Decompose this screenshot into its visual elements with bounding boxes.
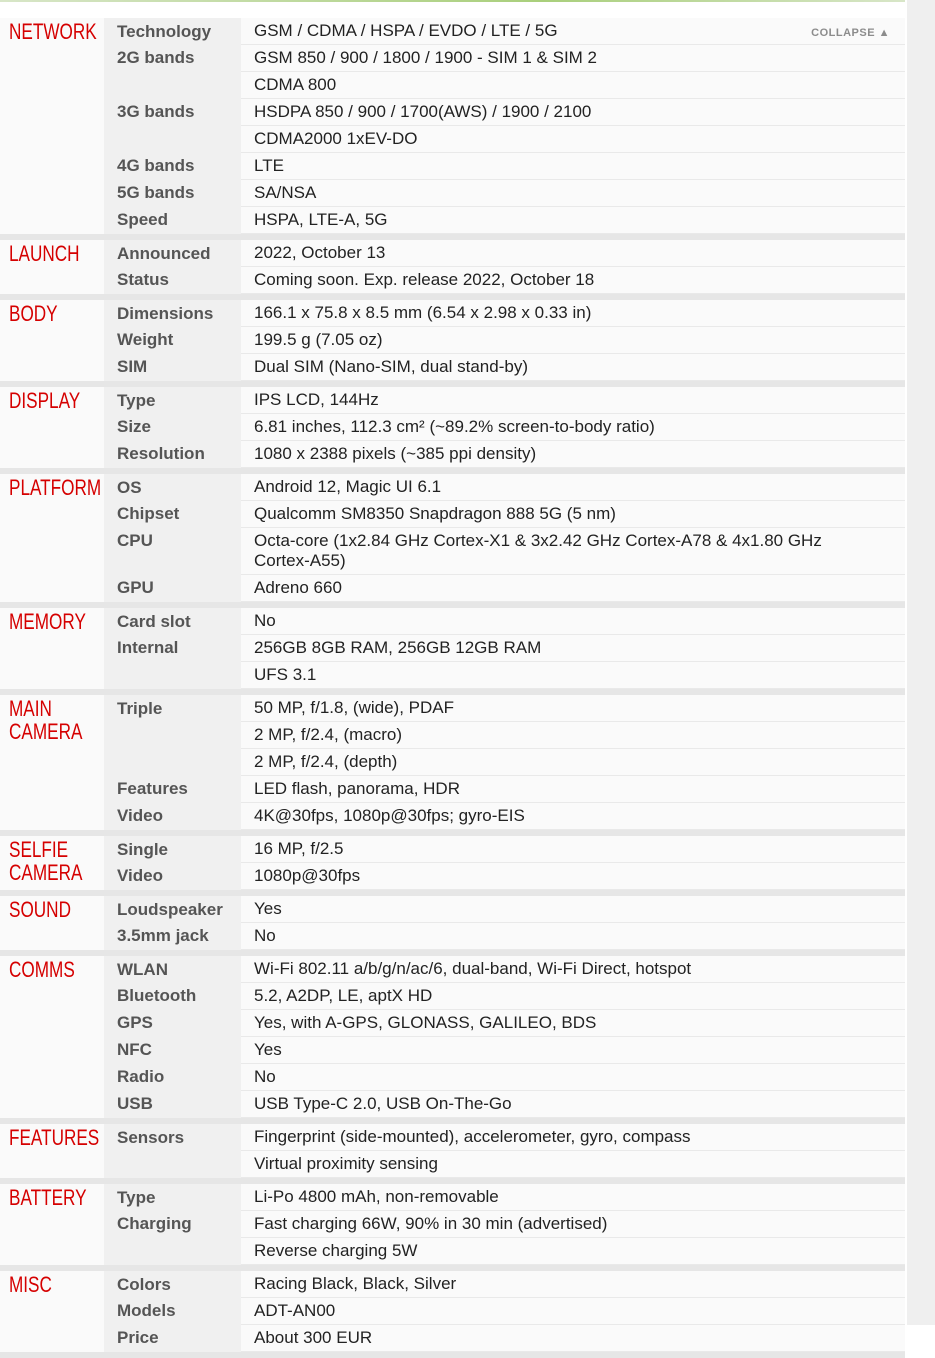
spec-section-network [0, 18, 905, 240]
spec-label[interactable]: NFC [104, 1037, 241, 1064]
spec-value: HSPA, LTE-A, 5G [241, 207, 905, 234]
spec-value: Fingerprint (side-mounted), accelerometer, gyro, compass [241, 1124, 905, 1151]
spec-row [0, 836, 905, 863]
spec-section-main-camera [0, 695, 905, 836]
spec-row [0, 474, 905, 501]
section-title: DISPLAY [9, 388, 81, 413]
spec-row [0, 72, 905, 99]
spec-label[interactable] [104, 722, 241, 749]
spec-section-platform [0, 474, 905, 608]
spec-row [0, 327, 905, 354]
spec-label[interactable]: Loudspeaker [104, 896, 241, 923]
section-title: MISC [9, 1272, 52, 1297]
section-title: FEATURES [9, 1125, 100, 1150]
spec-row [0, 501, 905, 528]
spec-label[interactable]: USB [104, 1091, 241, 1118]
section-title: MEMORY [9, 609, 86, 634]
spec-row [0, 1298, 905, 1325]
spec-value: Yes [241, 896, 905, 923]
spec-row [0, 749, 905, 776]
spec-label[interactable]: Speed [104, 207, 241, 234]
spec-value: HSDPA 850 / 900 / 1700(AWS) / 1900 / 2100 [241, 99, 905, 126]
spec-value: Qualcomm SM8350 Snapdragon 888 5G (5 nm) [241, 501, 905, 528]
spec-label[interactable]: 3.5mm jack [104, 923, 241, 950]
spec-row [0, 863, 905, 890]
spec-label[interactable]: 2G bands [104, 45, 241, 72]
spec-value: 16 MP, f/2.5 [241, 836, 905, 863]
section-title: PLATFORM [9, 475, 102, 500]
spec-label[interactable]: Radio [104, 1064, 241, 1091]
spec-label[interactable]: Type [104, 387, 241, 414]
spec-row [0, 1091, 905, 1118]
spec-value: No [241, 923, 905, 950]
spec-label[interactable]: Technology [104, 18, 241, 45]
spec-row [0, 1010, 905, 1037]
spec-value: Wi-Fi 802.11 a/b/g/n/ac/6, dual-band, Wi-Fi Direct, hotspot [241, 956, 905, 983]
spec-label[interactable]: Weight [104, 327, 241, 354]
spec-label[interactable] [104, 1151, 241, 1178]
spec-value: SA/NSA [241, 180, 905, 207]
section-title: LAUNCH [9, 241, 80, 266]
spec-section-features [0, 1124, 905, 1184]
spec-section-launch [0, 240, 905, 300]
spec-value: 2 MP, f/2.4, (depth) [241, 749, 905, 776]
spec-row [0, 1211, 905, 1238]
spec-value: Android 12, Magic UI 6.1 [241, 474, 905, 501]
spec-row [0, 414, 905, 441]
spec-row [0, 983, 905, 1010]
spec-value: IPS LCD, 144Hz [241, 387, 905, 414]
spec-value: 1080p@30fps [241, 863, 905, 890]
spec-label[interactable]: Video [104, 863, 241, 890]
spec-value: 2022, October 13 [241, 240, 905, 267]
section-title: SOUND [9, 897, 71, 922]
spec-label[interactable]: Status [104, 267, 241, 294]
spec-value: Fast charging 66W, 90% in 30 min (advertised) [241, 1211, 905, 1238]
spec-value: 50 MP, f/1.8, (wide), PDAF [241, 695, 905, 722]
spec-value: CDMA 800 [241, 72, 905, 99]
spec-value: Yes, with A-GPS, GLONASS, GALILEO, BDS [241, 1010, 905, 1037]
spec-row [0, 528, 905, 575]
spec-label[interactable]: Charging [104, 1211, 241, 1238]
spec-row [0, 267, 905, 294]
spec-label[interactable]: Single [104, 836, 241, 863]
spec-label[interactable]: Price [104, 1325, 241, 1352]
spec-label[interactable]: Announced [104, 240, 241, 267]
spec-row [0, 956, 905, 983]
section-title: NETWORK [9, 19, 97, 44]
spec-row [0, 1184, 905, 1211]
spec-label[interactable]: Video [104, 803, 241, 830]
spec-row [0, 354, 905, 381]
spec-section-body [0, 300, 905, 387]
spec-row [0, 153, 905, 180]
spec-row [0, 1064, 905, 1091]
spec-row [0, 126, 905, 153]
spec-row [0, 240, 905, 267]
spec-label[interactable]: Features [104, 776, 241, 803]
spec-section-memory [0, 608, 905, 695]
section-title: BATTERY [9, 1185, 87, 1210]
spec-value: Adreno 660 [241, 575, 905, 602]
spec-value: LTE [241, 153, 905, 180]
spec-value: USB Type-C 2.0, USB On-The-Go [241, 1091, 905, 1118]
spec-value: ADT-AN00 [241, 1298, 905, 1325]
spec-row [0, 441, 905, 468]
spec-label[interactable]: Size [104, 414, 241, 441]
spec-row [0, 1037, 905, 1064]
spec-value: Racing Black, Black, Silver [241, 1271, 905, 1298]
spec-label[interactable] [104, 72, 241, 99]
spec-section-sound [0, 896, 905, 956]
section-title: SELFIE CAMERA [9, 837, 83, 885]
spec-label[interactable]: Chipset [104, 501, 241, 528]
spec-value: Virtual proximity sensing [241, 1151, 905, 1178]
spec-label[interactable]: WLAN [104, 956, 241, 983]
spec-label[interactable] [104, 749, 241, 776]
spec-row [0, 387, 905, 414]
spec-value: Dual SIM (Nano-SIM, dual stand-by) [241, 354, 905, 381]
spec-row [0, 18, 905, 45]
spec-value: About 300 EUR [241, 1325, 905, 1352]
spec-row [0, 1325, 905, 1352]
spec-label[interactable]: Card slot [104, 608, 241, 635]
spec-label[interactable]: Dimensions [104, 300, 241, 327]
spec-row [0, 923, 905, 950]
spec-row [0, 662, 905, 689]
spec-row [0, 695, 905, 722]
spec-section-comms [0, 956, 905, 1124]
spec-row [0, 207, 905, 234]
section-title: MAIN CAMERA [9, 696, 83, 744]
spec-row [0, 575, 905, 602]
spec-label[interactable] [104, 1238, 241, 1265]
spec-label[interactable]: Internal [104, 635, 241, 662]
spec-row [0, 1151, 905, 1178]
spec-value: GSM / CDMA / HSPA / EVDO / LTE / 5G [241, 18, 905, 45]
spec-label[interactable]: Resolution [104, 441, 241, 468]
spec-value: 6.81 inches, 112.3 cm² (~89.2% screen-to-body ratio) [241, 414, 905, 441]
spec-value: 2 MP, f/2.4, (macro) [241, 722, 905, 749]
spec-value: 256GB 8GB RAM, 256GB 12GB RAM [241, 635, 905, 662]
spec-row [0, 1271, 905, 1298]
spec-label[interactable] [104, 126, 241, 153]
spec-value: No [241, 608, 905, 635]
spec-value: 166.1 x 75.8 x 8.5 mm (6.54 x 2.98 x 0.33 in) [241, 300, 905, 327]
spec-row [0, 608, 905, 635]
spec-row [0, 896, 905, 923]
spec-label[interactable]: CPU [104, 528, 241, 575]
spec-value: Li-Po 4800 mAh, non-removable [241, 1184, 905, 1211]
spec-value: No [241, 1064, 905, 1091]
spec-row [0, 776, 905, 803]
spec-label[interactable]: Models [104, 1298, 241, 1325]
spec-label[interactable]: Triple [104, 695, 241, 722]
spec-value: Reverse charging 5W [241, 1238, 905, 1265]
spec-row [0, 1238, 905, 1265]
spec-row [0, 45, 905, 72]
spec-value: 1080 x 2388 pixels (~385 ppi density) [241, 441, 905, 468]
spec-value: Octa-core (1x2.84 GHz Cortex-X1 & 3x2.42 GHz Cortex-A78 & 4x1.80 GHz Cortex-A55) [241, 528, 905, 575]
spec-row [0, 722, 905, 749]
spec-value: Coming soon. Exp. release 2022, October 18 [241, 267, 905, 294]
spec-section-display [0, 387, 905, 474]
spec-value: 4K@30fps, 1080p@30fps; gyro-EIS [241, 803, 905, 830]
spec-value: LED flash, panorama, HDR [241, 776, 905, 803]
spec-label[interactable]: OS [104, 474, 241, 501]
spec-label[interactable]: 3G bands [104, 99, 241, 126]
spec-value: Yes [241, 1037, 905, 1064]
collapse-button[interactable]: COLLAPSE ▲ [811, 27, 890, 39]
spec-row [0, 300, 905, 327]
spec-value: 5.2, A2DP, LE, aptX HD [241, 983, 905, 1010]
spec-value: CDMA2000 1xEV-DO [241, 126, 905, 153]
spec-label[interactable]: 4G bands [104, 153, 241, 180]
spec-label[interactable]: Sensors [104, 1124, 241, 1151]
spec-value: GSM 850 / 900 / 1800 / 1900 - SIM 1 & SIM 2 [241, 45, 905, 72]
spec-value: 199.5 g (7.05 oz) [241, 327, 905, 354]
spec-row [0, 803, 905, 830]
top-accent-line [0, 0, 905, 2]
spec-label[interactable]: GPS [104, 1010, 241, 1037]
spec-row [0, 180, 905, 207]
spec-section-misc [0, 1271, 905, 1358]
spec-label[interactable]: Type [104, 1184, 241, 1211]
spec-label[interactable]: Colors [104, 1271, 241, 1298]
spec-label[interactable]: SIM [104, 354, 241, 381]
spec-value: UFS 3.1 [241, 662, 905, 689]
spec-section-battery [0, 1184, 905, 1271]
spec-label[interactable]: 5G bands [104, 180, 241, 207]
section-title: BODY [9, 301, 58, 326]
spec-section-selfie-camera [0, 836, 905, 896]
spec-row [0, 635, 905, 662]
right-gutter [907, 0, 935, 1325]
spec-row [0, 99, 905, 126]
specs-list [0, 18, 905, 1358]
spec-label[interactable]: Bluetooth [104, 983, 241, 1010]
section-title: COMMS [9, 957, 75, 982]
spec-label[interactable]: GPU [104, 575, 241, 602]
spec-row [0, 1124, 905, 1151]
spec-label[interactable] [104, 662, 241, 689]
